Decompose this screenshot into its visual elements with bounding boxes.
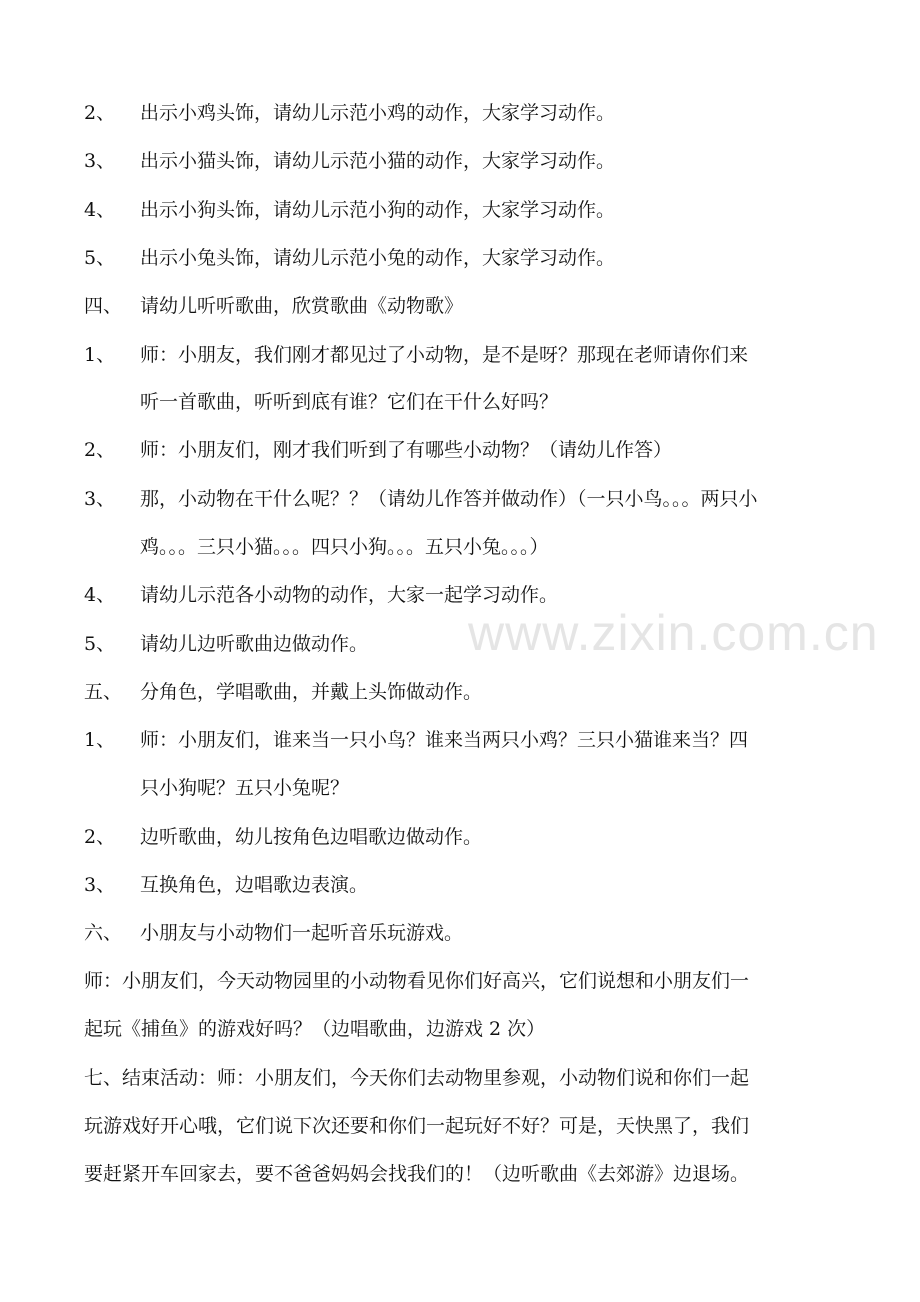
item-text: 边听歌曲，幼儿按角色边唱歌边做动作。 <box>140 826 483 848</box>
section-number: 五、 <box>84 681 123 703</box>
item-number: 1、 <box>84 344 116 366</box>
item-text: 师：小朋友们，谁来当一只小鸟？谁来当两只小鸡？三只小猫谁来当？四 <box>140 729 749 751</box>
section-number: 四、 <box>84 295 123 317</box>
paragraph-line: 师：小朋友们，今天动物园里的小动物看见你们好高兴，它们说想和小朋友们一 <box>84 970 750 992</box>
item-number: 3、 <box>84 874 116 896</box>
item-text: 请幼儿边听歌曲边做动作。 <box>140 633 369 655</box>
item-text: 出示小狗头饰，请幼儿示范小狗的动作，大家学习动作。 <box>140 199 616 221</box>
item-text: 出示小兔头饰，请幼儿示范小兔的动作，大家学习动作。 <box>140 247 616 269</box>
item-number: 3、 <box>84 488 116 510</box>
item-text-continuation: 鸡。。。三只小猫。。。四只小狗。。。五只小兔。。。） <box>140 536 549 558</box>
section-title: 小朋友与小动物们一起听音乐玩游戏。 <box>140 922 464 944</box>
paragraph-line: 起玩《捕鱼》的游戏好吗？（边唱歌曲，边游戏 2 次） <box>84 1018 546 1040</box>
item-number: 3、 <box>84 150 116 172</box>
item-number: 5、 <box>84 633 116 655</box>
item-text: 那，小动物在干什么呢？？（请幼儿作答并做动作）（一只小鸟。。。两只小 <box>140 488 758 510</box>
section-title: 请幼儿听听歌曲，欣赏歌曲《动物歌》 <box>140 295 464 317</box>
item-text: 师：小朋友，我们刚才都见过了小动物，是不是呀？那现在老师请你们来 <box>140 344 749 366</box>
paragraph-line: 玩游戏好开心哦，它们说下次还要和你们一起玩好不好？可是，天快黑了，我们 <box>84 1115 750 1137</box>
item-number: 4、 <box>84 584 116 606</box>
item-number: 4、 <box>84 199 116 221</box>
section-number: 六、 <box>84 922 123 944</box>
watermark: www.zixin.com.cn <box>468 605 879 661</box>
item-text: 出示小鸡头饰，请幼儿示范小鸡的动作，大家学习动作。 <box>140 102 616 124</box>
paragraph-line: 要赶紧开车回家去，要不爸爸妈妈会找我们的！（边听歌曲《去郊游》边退场。 <box>84 1163 750 1185</box>
item-number: 5、 <box>84 247 116 269</box>
item-text: 请幼儿示范各小动物的动作，大家一起学习动作。 <box>140 584 559 606</box>
paragraph-line: 七、结束活动：师：小朋友们，今天你们去动物里参观，小动物们说和你们一起 <box>84 1067 750 1089</box>
item-number: 2、 <box>84 826 116 848</box>
item-text: 互换角色，边唱歌边表演。 <box>140 874 369 896</box>
item-number: 1、 <box>84 729 116 751</box>
item-text-continuation: 听一首歌曲，听听到底有谁？它们在干什么好吗？ <box>140 391 559 413</box>
item-text-continuation: 只小狗呢？五只小兔呢？ <box>140 777 350 799</box>
item-text: 出示小猫头饰，请幼儿示范小猫的动作，大家学习动作。 <box>140 150 616 172</box>
section-title: 分角色，学唱歌曲，并戴上头饰做动作。 <box>140 681 483 703</box>
item-number: 2、 <box>84 102 116 124</box>
item-number: 2、 <box>84 439 116 461</box>
item-text: 师：小朋友们，刚才我们听到了有哪些小动物？（请幼儿作答） <box>140 439 673 461</box>
